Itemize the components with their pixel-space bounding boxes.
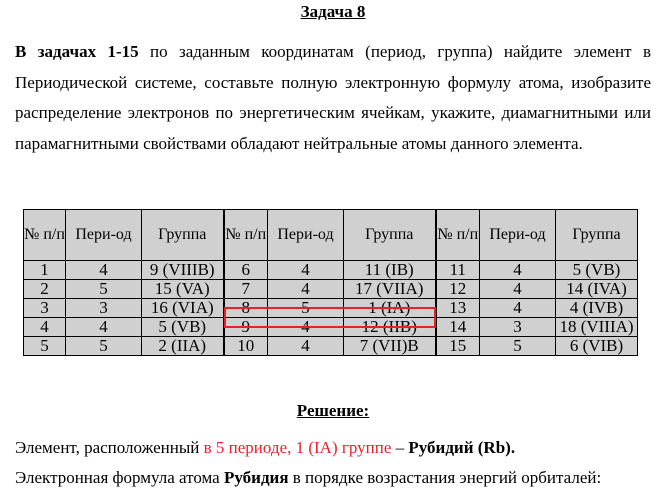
solution-element-genitive: Рубидия: [223, 468, 289, 487]
table-row: [24, 337, 638, 356]
table-cell: 12 (IIB): [344, 318, 436, 337]
solution-line-element: [15, 438, 515, 458]
highlighted-cell: 5: [268, 299, 344, 318]
solution-line1-prefix: Элемент, расположенный: [15, 438, 204, 457]
table-cell: 5 (VB): [556, 261, 638, 280]
solution-dash: –: [391, 438, 409, 457]
highlighted-cell: 1 (IA): [344, 299, 436, 318]
table-cell: 15: [436, 337, 480, 356]
table-cell: 2 (IIA): [142, 337, 224, 356]
coordinates-table: [23, 209, 638, 356]
table-cell: 12: [436, 280, 480, 299]
coordinates-table-wrapper: [23, 209, 638, 356]
table-cell: 4: [24, 318, 66, 337]
table-cell: 4: [480, 261, 556, 280]
table-cell: 4: [268, 261, 344, 280]
table-cell: 13: [436, 299, 480, 318]
table-cell: 5: [24, 337, 66, 356]
task-title: Задача 8: [300, 2, 366, 21]
header-group-3: Группа: [556, 210, 638, 261]
table-cell: 3: [480, 318, 556, 337]
table-cell: 7 (VII)B: [344, 337, 436, 356]
solution-line2-suffix: в порядке возрастания энергий орбиталей:: [288, 468, 602, 487]
table-cell: 4: [268, 280, 344, 299]
table-row: [24, 280, 638, 299]
task-range: В задачах 1-15: [15, 42, 139, 61]
header-num-2: № п/п: [224, 210, 268, 261]
table-row: [24, 299, 638, 318]
table-cell: 5: [66, 280, 142, 299]
table-cell: 3: [24, 299, 66, 318]
table-cell: 14 (IVA): [556, 280, 638, 299]
solution-line2-prefix: Электронная формула атома: [15, 468, 224, 487]
task-description: [15, 37, 651, 159]
table-cell: 4: [480, 299, 556, 318]
header-group-2: Группа: [344, 210, 436, 261]
table-cell: 5: [480, 337, 556, 356]
table-cell: 4 (IVB): [556, 299, 638, 318]
task-text: по заданным координатам (период, группа) найдите элемент в Периодической системе, составьте полную электронную формулу атома, изобразите распределение электронов по энергетическим ячейкам, укажите, диамагнитными или парамагнитными свойствами обладают нейтральные атомы данного элемента.: [15, 42, 652, 153]
header-period-2: Пери-од: [268, 210, 344, 261]
solution-title: Решение:: [296, 401, 370, 420]
table-cell: 2: [24, 280, 66, 299]
table-cell: 15 (VA): [142, 280, 224, 299]
table-cell: 4: [480, 280, 556, 299]
solution-element-name: Рубидий (Rb).: [408, 438, 516, 457]
table-cell: 9 (VIIIB): [142, 261, 224, 280]
header-group-1: Группа: [142, 210, 224, 261]
table-cell: 3: [66, 299, 142, 318]
table-cell: 1: [24, 261, 66, 280]
header-num-3: № п/п: [436, 210, 480, 261]
header-period-3: Пери-од: [480, 210, 556, 261]
table-cell: 4: [66, 261, 142, 280]
solution-coordinates: в 5 периоде, 1 (IA) группе: [203, 438, 392, 457]
table-cell: 4: [66, 318, 142, 337]
table-cell: 14: [436, 318, 480, 337]
table-cell: 9: [224, 318, 268, 337]
solution-line-formula: [15, 468, 601, 488]
table-cell: 5 (VB): [142, 318, 224, 337]
table-cell: 4: [268, 337, 344, 356]
highlighted-cell: 8: [224, 299, 268, 318]
table-cell: 5: [66, 337, 142, 356]
header-num-1: № п/п: [24, 210, 66, 261]
table-cell: 4: [268, 318, 344, 337]
table-header-row: [24, 210, 638, 261]
table-cell: 11: [436, 261, 480, 280]
table-cell: 11 (IB): [344, 261, 436, 280]
table-cell: 18 (VIIIA): [556, 318, 638, 337]
table-row: [24, 261, 638, 280]
table-cell: 6: [224, 261, 268, 280]
table-cell: 10: [224, 337, 268, 356]
table-cell: 16 (VIA): [142, 299, 224, 318]
header-period-1: Пери-од: [66, 210, 142, 261]
table-cell: 17 (VIIA): [344, 280, 436, 299]
table-row: [24, 318, 638, 337]
table-cell: 7: [224, 280, 268, 299]
table-cell: 6 (VIB): [556, 337, 638, 356]
